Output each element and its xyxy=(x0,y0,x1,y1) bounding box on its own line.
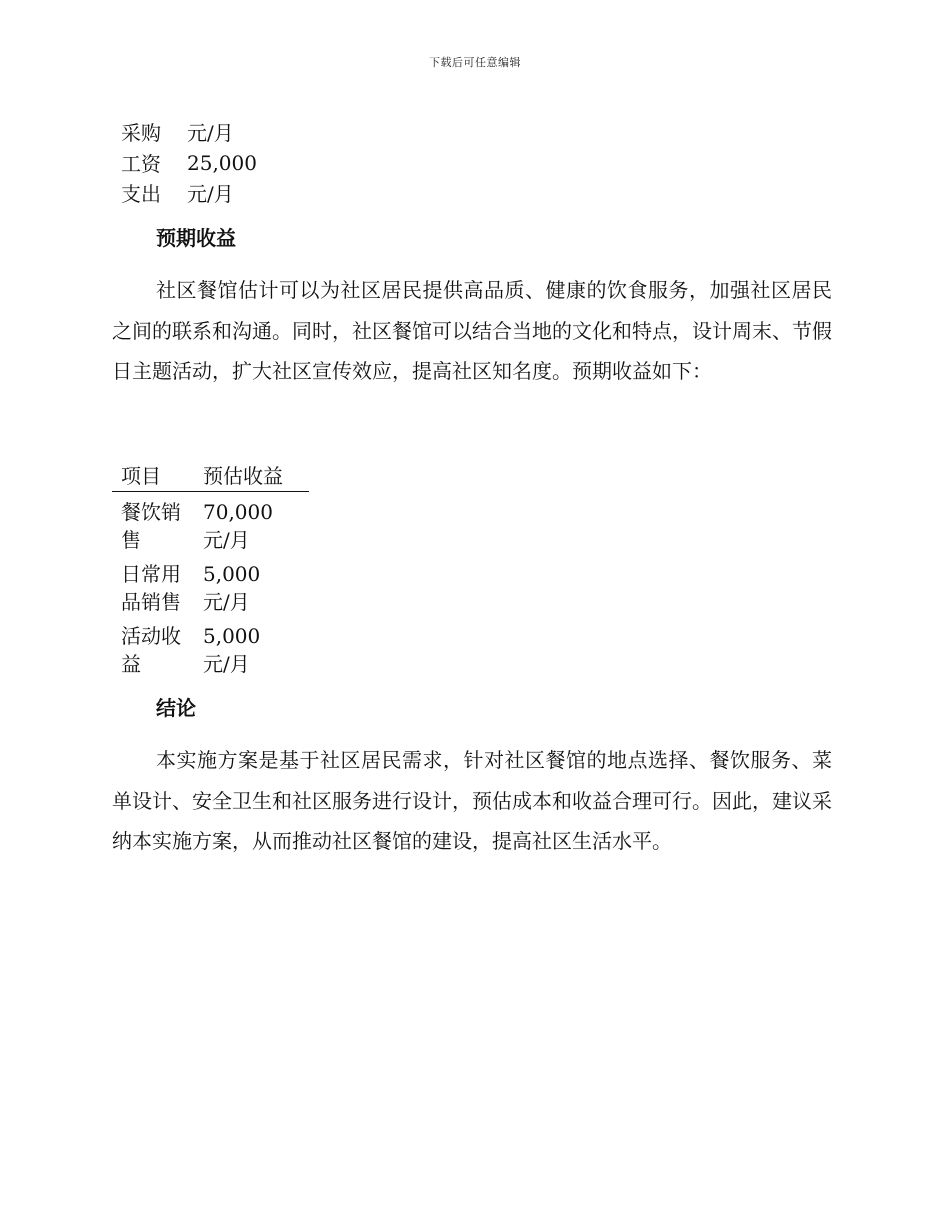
section-heading-expected-revenue: 预期收益 xyxy=(156,226,236,250)
revenue-item-line: 活动收 xyxy=(121,624,181,648)
table-row xyxy=(112,560,309,616)
revenue-value-line: 70,000 xyxy=(203,500,273,524)
revenue-item-line: 餐饮销 xyxy=(121,500,181,524)
column-header-revenue: 预估收益 xyxy=(203,464,283,488)
revenue-item xyxy=(112,560,203,616)
cost-table-tail xyxy=(121,116,257,206)
conclusion-paragraph: 本实施方案是基于社区居民需求，针对社区餐馆的地点选择、餐饮服务、菜单设计、安全卫生和社区服务进行设计，预估成本和收益合理可行。因此，建议采纳本实施方案，从而推动社区餐馆的建设，提高社区生活水平。 xyxy=(112,748,832,853)
table-row xyxy=(121,116,257,147)
table-row xyxy=(121,147,257,178)
revenue-value xyxy=(203,560,260,616)
revenue-value xyxy=(203,622,260,678)
revenue-value-line: 元/月 xyxy=(203,590,250,614)
revenue-value-line: 元/月 xyxy=(203,528,250,552)
section-heading-conclusion: 结论 xyxy=(156,696,196,720)
revenue-item xyxy=(112,622,203,678)
cost-value: 元/月 xyxy=(187,181,234,206)
expected-revenue-paragraph: 社区餐馆估计可以为社区居民提供高品质、健康的饮食服务，加强社区居民之间的联系和沟通。同时，社区餐馆可以结合当地的文化和特点，设计周末、节假日主题活动，扩大社区宣传效应，提高社区知名度。预期收益如下： xyxy=(112,278,832,383)
cost-item: 工资 xyxy=(121,152,161,176)
cost-item: 支出 xyxy=(121,181,161,206)
cost-value: 元/月 xyxy=(187,121,234,145)
revenue-value-line: 5,000 xyxy=(203,562,261,586)
revenue-value xyxy=(203,498,273,554)
table-row xyxy=(121,178,257,206)
table-row xyxy=(112,498,309,554)
revenue-table xyxy=(112,458,309,678)
revenue-item-line: 益 xyxy=(121,652,141,676)
page-header: 下载后可任意编辑 xyxy=(429,56,521,69)
cost-item: 采购 xyxy=(121,121,161,145)
revenue-item-line: 日常用 xyxy=(121,562,181,586)
revenue-value-line: 5,000 xyxy=(203,624,261,648)
revenue-item-line: 售 xyxy=(121,528,141,552)
revenue-item-line: 品销售 xyxy=(121,590,181,614)
column-header-item: 项目 xyxy=(121,464,161,488)
table-row xyxy=(112,622,309,678)
table-header xyxy=(112,458,309,492)
revenue-value-line: 元/月 xyxy=(203,652,250,676)
cost-value: 25,000 xyxy=(187,150,257,175)
revenue-item xyxy=(112,498,203,554)
